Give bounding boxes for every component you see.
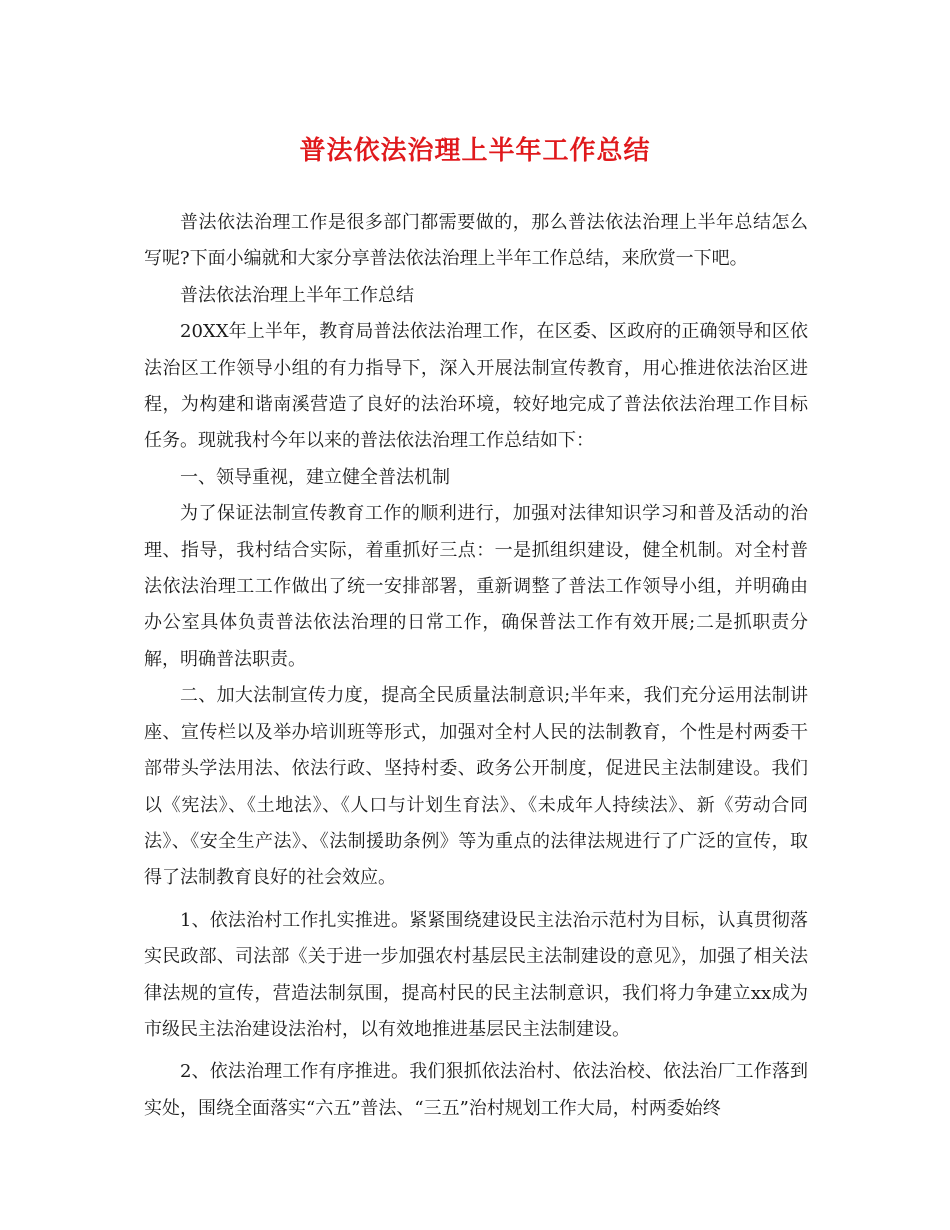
paragraph-section-2: 二、加大法制宣传力度，提高全民质量法制意识;半年来，我们充分运用法制讲座、宣传栏以及举办培训班等形式，加强对全村人民的法制教育，个性是村两委干部带头学法用法、依法行政、坚持村委、政务公开制度，促进民主法制建设。我们以《宪法》、《土地法》、《人口与计划生育法》、《未成年人持续法》、新《劳动合同法》、《安全生产法》、《法制援助条例》等为重点的法律法规进行了广泛的宣传，取得了法制教育良好的社会效应。 — [144, 685, 808, 889]
paragraph-item-2: 2、依法治理工作有序推进。我们狠抓依法治村、依法治校、依法治厂工作落到实处，围绕全面落实“六五”普法、“三五”治村规划工作大局，村两委始终 — [144, 1061, 808, 1119]
paragraph-item-1: 1、依法治村工作扎实推进。紧紧围绕建设民主法治示范村为目标，认真贯彻落实民政部、司法部《关于进一步加强农村基层民主法制建设的意见》，加强了相关法律法规的宣传，营造法制氛围，提高村民的民主法制意识，我们将力争建立xx成为市级民主法治建设法治村，以有效地推进基层民主法制建设。 — [144, 909, 808, 1040]
section-heading-1: 一、领导重视，建立健全普法机制 — [180, 466, 450, 488]
document-title: 普法依法治理上半年工作总结 — [299, 136, 651, 166]
paragraph-overview: 20XX年上半年，教育局普法依法治理工作，在区委、区政府的正确领导和区依法治区工作领导小组的有力指导下，深入开展法制宣传教育，用心推进依法治区进程，为构建和谐南溪营造了良好的法治环境，较好地完成了普法依法治理工作目标任务。现就我村今年以来的普法依法治理工作总结如下： — [144, 321, 808, 452]
paragraph-section-1: 为了保证法制宣传教育工作的顺利进行，加强对法律知识学习和普及活动的治理、指导，我村结合实际，着重抓好三点：一是抓组织建设，健全机制。对全村普法依法治理工工作做出了统一安排部署，重新调整了普法工作领导小组，并明确由办公室具体负责普法依法治理的日常工作，确保普法工作有效开展;二是抓职责分解，明确普法职责。 — [144, 503, 808, 670]
document-body — [144, 205, 808, 1127]
paragraph-intro: 普法依法治理工作是很多部门都需要做的，那么普法依法治理上半年总结怎么写呢?下面小编就和大家分享普法依法治理上半年工作总结，来欣赏一下吧。 — [144, 212, 808, 270]
paragraph-subtitle: 普法依法治理上半年工作总结 — [180, 284, 414, 306]
